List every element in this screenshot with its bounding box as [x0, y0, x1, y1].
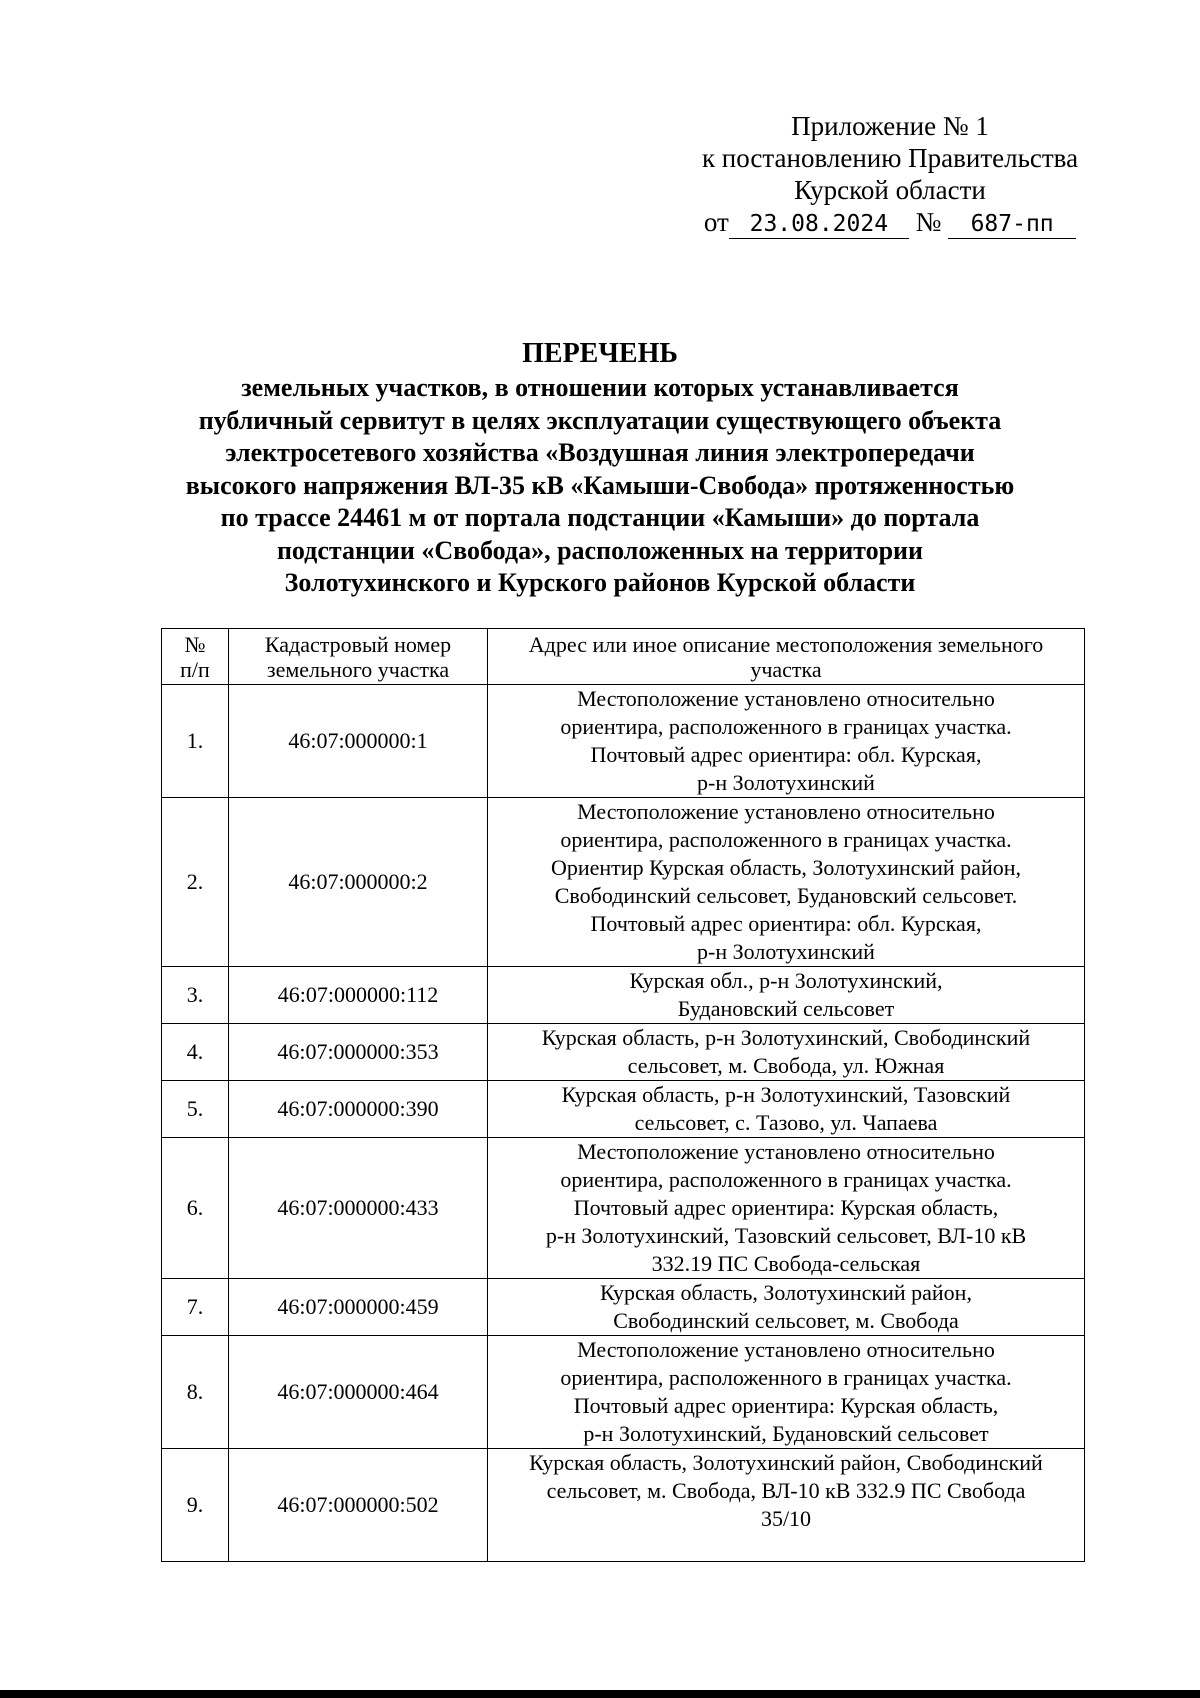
address-line: 332.19 ПС Свобода-сельская — [651, 1251, 921, 1276]
subtitle-line: подстанции «Свобода», расположенных на территории — [276, 535, 924, 565]
row-number: 2. — [162, 798, 229, 967]
subtitle-line: по трассе 24461 м от портала подстанции «Камыши» до портала — [220, 503, 980, 532]
address-line: ориентира, расположенного в границах участка. — [560, 714, 1012, 739]
address-line: р-н Золотухинский — [697, 770, 875, 795]
address-line: Местоположение установлено относительно — [577, 799, 995, 824]
address-line: Почтовый адрес ориентира: обл. Курская, — [590, 911, 982, 936]
row-number: 6. — [162, 1138, 229, 1279]
row-number: 5. — [162, 1081, 229, 1138]
subtitle-line: земельных участков, в отношении которых устанавливается — [241, 373, 959, 402]
address-line: Курская область, Золотухинский район, — [600, 1280, 972, 1305]
header-cadastral: Кадастровый номер земельного участка — [229, 629, 488, 685]
table-row — [162, 798, 1085, 967]
blank-line — [496, 1533, 1076, 1561]
number-value: 687-пп — [948, 210, 1076, 239]
address-line: Курская обл., р-н Золотухинский, — [629, 968, 943, 993]
table-row — [162, 1449, 1085, 1562]
table-row — [162, 967, 1085, 1024]
row-number: 1. — [162, 685, 229, 798]
cadastral-number: 46:07:000000:464 — [229, 1336, 488, 1449]
address-line: Курская область, Золотухинский район, Свободинский — [529, 1450, 1043, 1475]
address-line: Ориентир Курская область, Золотухинский район, — [550, 855, 1021, 880]
appendix-line-3: Курской области — [794, 175, 986, 205]
header-number: № п/п — [162, 629, 229, 685]
address-line: ориентира, расположенного в границах участка. — [560, 1167, 1012, 1192]
row-number: 8. — [162, 1336, 229, 1449]
subtitle-line: Золотухинского и Курского районов Курской области — [284, 568, 916, 597]
table-header-row — [162, 629, 1085, 685]
header-address: Адрес или иное описание местоположения земельного участка — [488, 629, 1085, 685]
address-line: Местоположение установлено относительно — [577, 1337, 995, 1362]
address-line: р-н Золотухинский, Будановский сельсовет — [583, 1421, 989, 1446]
date-prefix: от — [703, 207, 729, 237]
address-line: р-н Золотухинский, Тазовский сельсовет, ВЛ-10 кВ — [545, 1223, 1027, 1248]
address-line: Местоположение установлено относительно — [577, 1139, 995, 1164]
address-line: Местоположение установлено относительно — [577, 686, 995, 711]
appendix-line-2: к постановлению Правительства — [701, 143, 1079, 173]
table-row — [162, 1024, 1085, 1081]
subtitle-line: электросетевого хозяйства «Воздушная линия электропередачи — [225, 438, 975, 467]
address-cell — [488, 685, 1085, 798]
cadastral-number: 46:07:000000:112 — [229, 967, 488, 1024]
address-line: Почтовый адрес ориентира: Курская область, — [573, 1393, 999, 1418]
cadastral-number: 46:07:000000:1 — [229, 685, 488, 798]
cadastral-number: 46:07:000000:502 — [229, 1449, 488, 1562]
address-line: ориентира, расположенного в границах участка. — [560, 827, 1012, 852]
address-cell — [488, 1081, 1085, 1138]
address-line: Будановский сельсовет — [677, 996, 895, 1021]
subtitle-line: публичный сервитут в целях эксплуатации существующего объекта — [198, 405, 1002, 435]
subtitle-line: высокого напряжения ВЛ-35 кВ «Камыши-Свобода» протяженностью — [185, 470, 1015, 500]
document-title: ПЕРЕЧЕНЬ — [522, 338, 678, 369]
cadastral-number: 46:07:000000:433 — [229, 1138, 488, 1279]
address-cell — [488, 1024, 1085, 1081]
address-cell — [488, 1279, 1085, 1336]
address-line: Курская область, р-н Золотухинский, Тазовский — [561, 1082, 1011, 1107]
address-cell — [488, 1336, 1085, 1449]
address-line: Свободинский сельсовет, Будановский сельсовет. — [554, 883, 1018, 908]
cadastral-number: 46:07:000000:2 — [229, 798, 488, 967]
number-prefix: № — [915, 207, 942, 237]
table-row — [162, 1336, 1085, 1449]
address-cell — [488, 967, 1085, 1024]
address-cell — [488, 1449, 1085, 1562]
address-line: Почтовый адрес ориентира: обл. Курская, — [590, 742, 982, 767]
cadastral-number: 46:07:000000:390 — [229, 1081, 488, 1138]
address-line: сельсовет, м. Свобода, ВЛ-10 кВ 332.9 ПС Свобода — [546, 1478, 1026, 1503]
appendix-date-line — [680, 206, 1100, 239]
date-value: 23.08.2024 — [729, 210, 909, 239]
row-number: 3. — [162, 967, 229, 1024]
address-cell — [488, 1138, 1085, 1279]
appendix-block — [680, 110, 1100, 239]
row-number: 7. — [162, 1279, 229, 1336]
table-body — [162, 685, 1085, 1562]
table-row — [162, 685, 1085, 798]
row-number: 4. — [162, 1024, 229, 1081]
address-line: Почтовый адрес ориентира: Курская область, — [573, 1195, 999, 1220]
table-row — [162, 1081, 1085, 1138]
address-line: Свободинский сельсовет, м. Свобода — [613, 1308, 959, 1333]
address-cell — [488, 798, 1085, 967]
appendix-line-1: Приложение № 1 — [791, 111, 989, 141]
table-row — [162, 1138, 1085, 1279]
address-line: ориентира, расположенного в границах участка. — [560, 1365, 1012, 1390]
address-line: 35/10 — [760, 1506, 812, 1531]
address-line: Курская область, р-н Золотухинский, Свободинский — [541, 1025, 1031, 1050]
address-line: сельсовет, с. Тазово, ул. Чапаева — [634, 1110, 938, 1135]
table-row — [162, 1279, 1085, 1336]
cadastral-number: 46:07:000000:459 — [229, 1279, 488, 1336]
address-line: р-н Золотухинский — [697, 939, 875, 964]
cadastral-number: 46:07:000000:353 — [229, 1024, 488, 1081]
document-heading — [140, 336, 1060, 600]
row-number: 9. — [162, 1449, 229, 1562]
document-subtitle — [140, 372, 1060, 600]
land-plots-table — [161, 628, 1085, 1562]
address-line: сельсовет, м. Свобода, ул. Южная — [627, 1053, 945, 1078]
scan-edge — [0, 1690, 1200, 1698]
